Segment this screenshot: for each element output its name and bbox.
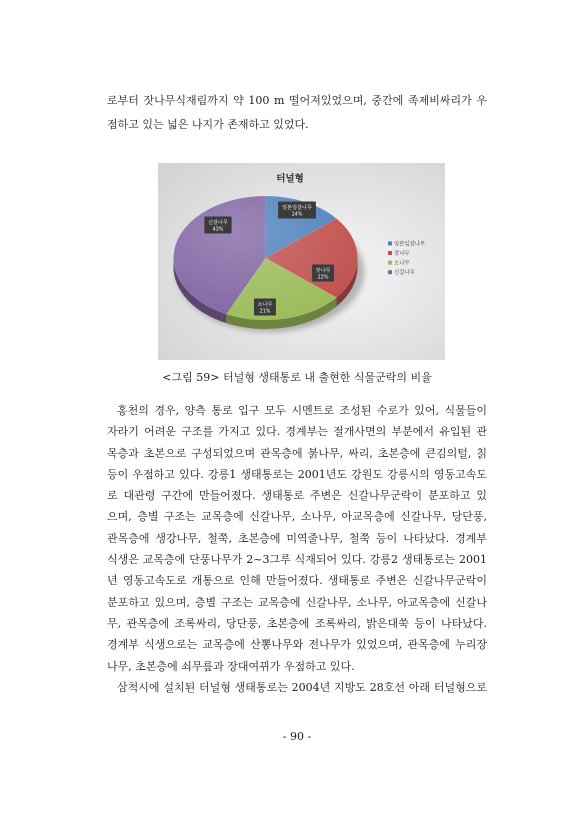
text-line: 자라기 어려운 구조를 가지고 있다. 경계부는 절개사면의 부분에서 유입된 관 — [107, 425, 487, 439]
data-label-value: 43% — [212, 226, 224, 233]
text-line: 로 대관령 구간에 만들어졌다. 생태통로 주변은 신갈나무군락이 분포하고 있 — [107, 489, 487, 503]
legend-label: 잣나무 — [394, 250, 410, 257]
page-number: - 90 - — [282, 730, 312, 743]
pie-chart-figure — [158, 163, 445, 360]
legend-swatch — [388, 251, 392, 255]
data-label-value: 22% — [317, 274, 329, 281]
legend-swatch — [388, 261, 392, 265]
text-line: 삼척시에 설치된 터널형 생태통로는 2004년 지방도 28호선 아래 터널형으로 — [117, 680, 487, 694]
figure-caption: <그림 59> 터널형 생태통로 내 출현한 식물군락의 비율 — [162, 371, 432, 384]
data-label-name: 잣나무 — [315, 267, 331, 274]
data-label-name: 신갈나무 — [207, 219, 229, 226]
data-label — [254, 299, 276, 316]
text-line: 으며, 층별 구조는 교목층에 신갈나무, 소나무, 아교목층에 신갈나무, 당단풍, — [107, 510, 487, 524]
legend-item — [388, 239, 426, 247]
text-line: 경계부 식생으로는 교목층에 산뽕나무와 전나무가 있었으며, 관목층에 누리장 — [107, 638, 487, 652]
data-label-value: 21% — [259, 308, 271, 315]
text-line: 등이 우점하고 있다. 강릉1 생태통로는 2001년도 강원도 강릉시의 영동고속도 — [107, 467, 487, 481]
text-line: 홍천의 경우, 양측 통로 입구 모두 시멘트로 조성된 수로가 있어, 식물들이 — [117, 404, 487, 417]
data-label-name: 소나무 — [257, 301, 273, 308]
legend-label: 소나무 — [394, 260, 410, 267]
text-line: 분포하고 있으며, 층별 구조는 교목층에 신갈나무, 소나무, 아교목층에 신갈나 — [107, 595, 487, 609]
paragraph-body — [107, 400, 487, 698]
text-line: 관목층에 생강나무, 철쭉, 초본층에 미역줄나무, 철쭉 등이 나타났다. 경계부 — [107, 531, 487, 545]
data-label — [312, 265, 334, 282]
legend-label: 일본잎갈나무 — [394, 241, 426, 248]
legend-swatch — [388, 241, 392, 245]
text-line: 나무, 초본층에 쇠무릎과 장대여뀌가 우점하고 있다. — [107, 659, 355, 673]
text-line: 식생은 교목층에 단풍나무가 2~3그루 식재되어 있다. 강릉2 생태통로는 2001 — [107, 553, 487, 567]
text-line: 목층과 초본으로 구성되었으며 관목층에 붉나무, 싸리, 초본층에 큰김의털, 칡 — [107, 446, 487, 460]
data-label-value: 14% — [291, 211, 303, 218]
legend-swatch — [388, 270, 392, 274]
text-line: 무, 관목층에 조록싸리, 당단풍, 초본층에 조록싸리, 밝은대쑥 등이 나타났다. — [107, 616, 487, 630]
data-label — [204, 217, 231, 234]
text-line: 점하고 있는 넓은 나지가 존재하고 있었다. — [107, 118, 309, 131]
text-line: 년 영동고속도로 개통으로 인해 만들어졌다. 생태통로 주변은 신갈나무군락이 — [107, 574, 487, 588]
text-line: 로부터 잣나무식재림까지 약 100 m 떨어져있었으며, 중간에 족제비싸리가 우 — [107, 94, 487, 107]
paragraph-top — [107, 89, 487, 137]
chart-title: 터널형 — [276, 173, 304, 185]
data-label — [278, 202, 316, 219]
pie-chart — [158, 163, 445, 360]
legend-label: 신갈나무 — [394, 270, 415, 277]
data-label-name: 일본잎갈나무 — [281, 204, 313, 211]
